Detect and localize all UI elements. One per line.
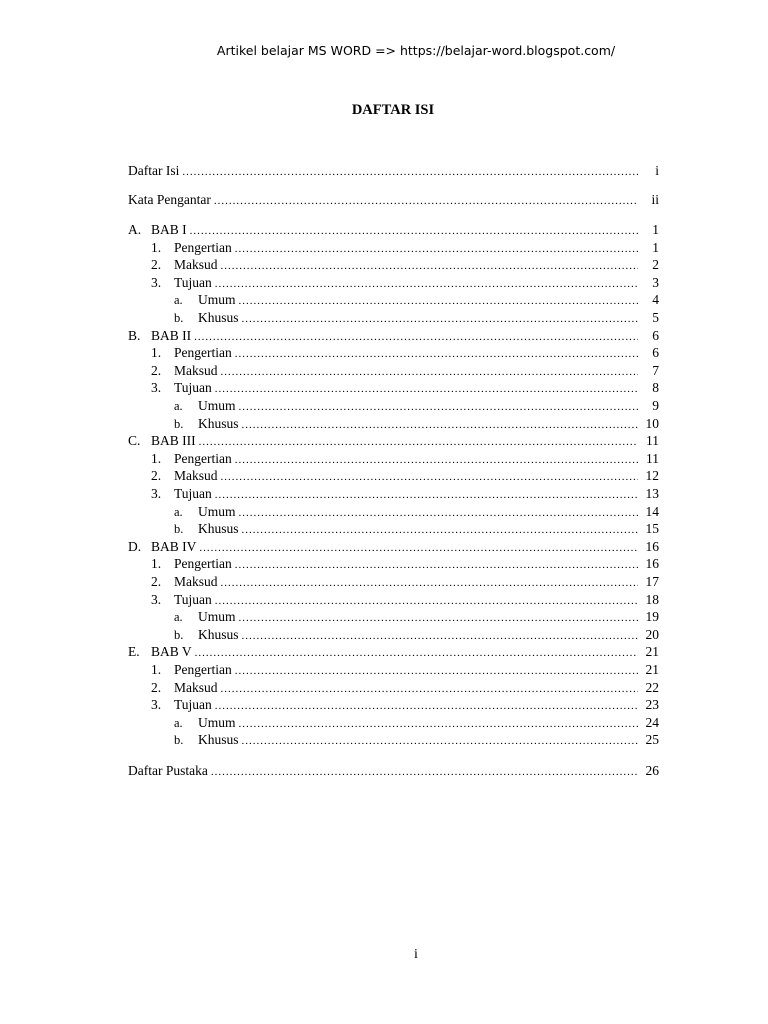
- toc-entry-number: A.: [128, 222, 142, 237]
- toc-entry-page: 6: [652, 327, 659, 343]
- toc-entry[interactable]: [151, 696, 659, 714]
- toc-entry-label: Maksud: [174, 257, 218, 273]
- toc-leader-dots: [239, 609, 638, 627]
- toc-entry-number: 2.: [151, 362, 162, 378]
- toc-leader-dots: [221, 574, 639, 592]
- toc-entry-label: Maksud: [174, 574, 218, 589]
- toc-entry[interactable]: [151, 362, 659, 380]
- toc-entry-number: 1.: [151, 662, 162, 677]
- toc-leader-dots: [235, 240, 638, 258]
- toc-entry-page: 26: [645, 763, 659, 778]
- toc-entry-label: Tujuan: [174, 274, 212, 290]
- toc-leader-dots: [194, 328, 638, 346]
- toc-entry-label: BAB IV: [151, 538, 197, 554]
- toc-entry-page: 20: [645, 626, 659, 642]
- toc-leader-dots: [214, 192, 638, 210]
- toc-entry-label: Maksud: [174, 679, 218, 695]
- toc-entry[interactable]: [128, 327, 659, 345]
- toc-entry[interactable]: [128, 191, 659, 209]
- toc-entry-number: C.: [128, 433, 141, 449]
- toc-entry-label: Umum: [198, 609, 236, 625]
- toc-entry-label: Pengertian: [174, 662, 232, 677]
- toc-leader-dots: [242, 732, 638, 750]
- toc-entry-number: 2.: [151, 679, 162, 695]
- toc-leader-dots: [215, 592, 638, 610]
- toc-entry-label: Umum: [198, 714, 236, 730]
- toc-entry-label: Pengertian: [174, 345, 232, 361]
- toc-leader-dots: [221, 363, 639, 381]
- toc-entry-number: 3.: [151, 697, 162, 713]
- toc-entry-number: 2.: [151, 574, 162, 589]
- toc-leader-dots: [211, 763, 638, 781]
- toc-entry-page: 15: [645, 521, 659, 537]
- toc-entry[interactable]: [151, 450, 659, 468]
- toc-entry-label: BAB I: [151, 222, 187, 237]
- toc-entry[interactable]: [128, 762, 659, 780]
- toc-entry-page: 18: [645, 591, 659, 607]
- toc-leader-dots: [242, 521, 638, 539]
- toc-entry-number: 1.: [151, 239, 162, 255]
- toc-leader-dots: [190, 222, 638, 240]
- toc-entry-number: B.: [128, 327, 141, 343]
- toc-entry-label: BAB III: [151, 433, 196, 449]
- toc-entry[interactable]: [128, 221, 659, 239]
- toc-entry[interactable]: [151, 274, 659, 292]
- toc-entry[interactable]: [151, 344, 659, 362]
- toc-entry[interactable]: [151, 467, 659, 485]
- toc-leader-dots: [239, 292, 638, 310]
- toc-entry-page: 7: [652, 362, 659, 378]
- toc-leader-dots: [235, 345, 638, 363]
- toc-leader-dots: [242, 416, 638, 434]
- toc-leader-dots: [242, 310, 638, 328]
- toc-entry[interactable]: [151, 239, 659, 257]
- toc-entry[interactable]: [174, 731, 659, 749]
- toc-entry-label: BAB II: [151, 327, 192, 343]
- toc-entry-label: Pengertian: [174, 239, 232, 255]
- toc-entry-label: Pengertian: [174, 450, 232, 466]
- page-header: Artikel belajar MS WORD => https://belajar-word.blogspot.com/: [216, 43, 616, 58]
- toc-entry-page: 9: [652, 398, 659, 413]
- toc-entry[interactable]: [174, 309, 659, 327]
- toc-entry-number: 3.: [151, 274, 162, 290]
- toc-entry-number: a.: [174, 715, 183, 730]
- toc-leader-dots: [239, 715, 638, 733]
- toc-leader-dots: [215, 275, 638, 293]
- toc-leader-dots: [195, 644, 638, 662]
- toc-entry-number: E.: [128, 644, 140, 660]
- toc-entry[interactable]: [174, 608, 659, 626]
- toc-entry-label: Umum: [198, 398, 236, 413]
- toc-leader-dots: [235, 451, 638, 469]
- toc-entry-page: 17: [645, 574, 659, 589]
- toc-entry-label: Daftar Isi: [128, 163, 180, 178]
- toc-entry-number: 3.: [151, 486, 162, 501]
- toc-entry[interactable]: [151, 661, 659, 679]
- toc-entry[interactable]: [151, 256, 659, 274]
- toc-entry-label: Maksud: [174, 468, 218, 484]
- toc-entry-label: Khusus: [198, 626, 239, 642]
- toc-entry-page: 21: [645, 662, 659, 677]
- toc-entry-label: Tujuan: [174, 697, 212, 713]
- toc-entry-label: Khusus: [198, 521, 239, 537]
- toc-leader-dots: [221, 257, 639, 275]
- toc-entry[interactable]: [128, 643, 659, 661]
- toc-entry-number: b.: [174, 522, 184, 537]
- toc-entry-page: 24: [645, 714, 659, 730]
- toc-entry[interactable]: [151, 679, 659, 697]
- toc-leader-dots: [235, 556, 638, 574]
- toc-entry-label: Pengertian: [174, 556, 232, 572]
- toc-entry[interactable]: [174, 520, 659, 538]
- toc-entry-label: Tujuan: [174, 380, 212, 396]
- toc-entry-page: 14: [645, 503, 659, 519]
- toc-entry-label: Khusus: [198, 310, 239, 325]
- toc-entry-number: a.: [174, 293, 183, 308]
- toc-entry-page: 3: [652, 274, 659, 290]
- toc-entry-page: 21: [645, 644, 659, 660]
- toc-entry-number: 3.: [151, 380, 162, 396]
- toc-entry-number: b.: [174, 627, 184, 642]
- toc-entry[interactable]: [174, 415, 659, 433]
- toc-entry[interactable]: [174, 291, 659, 309]
- toc-entry-label: Tujuan: [174, 486, 212, 501]
- toc-leader-dots: [215, 380, 638, 398]
- toc-entry[interactable]: [174, 714, 659, 732]
- toc-leader-dots: [221, 468, 639, 486]
- toc-entry[interactable]: [151, 591, 659, 609]
- toc-entry-page: 22: [645, 679, 659, 695]
- toc-entry-page: 25: [645, 732, 659, 748]
- toc-leader-dots: [235, 662, 638, 680]
- toc-entry[interactable]: [174, 397, 659, 415]
- toc-entry-number: b.: [174, 416, 184, 431]
- toc-entry-label: Khusus: [198, 415, 239, 431]
- toc-entry[interactable]: [174, 503, 659, 521]
- toc-entry-number: a.: [174, 610, 183, 625]
- toc-entry[interactable]: [174, 626, 659, 644]
- toc-entry-page: 23: [645, 697, 659, 713]
- toc-entry-page: 1: [652, 239, 659, 255]
- toc-leader-dots: [239, 398, 638, 416]
- toc-entry-number: 2.: [151, 257, 162, 273]
- toc-entry-page: 6: [652, 345, 659, 361]
- toc-entry-page: 19: [645, 609, 659, 625]
- toc-entry-number: 1.: [151, 556, 162, 572]
- toc-entry-number: 1.: [151, 450, 162, 466]
- toc-entry[interactable]: [151, 555, 659, 573]
- toc-leader-dots: [199, 539, 638, 557]
- toc-entry-page: 11: [646, 450, 659, 466]
- toc-entry-number: D.: [128, 538, 142, 554]
- toc-entry-page: 16: [645, 538, 659, 554]
- toc-leader-dots: [199, 433, 638, 451]
- toc-entry-page: 8: [652, 380, 659, 396]
- toc-entry-label: Umum: [198, 503, 236, 519]
- toc-entry-page: 11: [646, 433, 659, 449]
- toc-entry-number: a.: [174, 504, 183, 519]
- toc-entry[interactable]: [128, 162, 659, 180]
- toc-entry-label: Maksud: [174, 362, 218, 378]
- toc-entry-page: 5: [652, 310, 659, 325]
- toc-entry-number: b.: [174, 733, 184, 748]
- toc-entry-label: Kata Pengantar: [128, 192, 211, 207]
- toc-leader-dots: [182, 163, 638, 181]
- toc-entry-label: Khusus: [198, 732, 239, 748]
- toc-entry[interactable]: [151, 573, 659, 591]
- toc-entry-page: 10: [645, 415, 659, 431]
- toc-leader-dots: [242, 627, 638, 645]
- page-number: i: [414, 947, 418, 962]
- toc-entry-page: ii: [651, 192, 659, 207]
- toc-entry-number: a.: [174, 399, 183, 413]
- toc-entry-number: 3.: [151, 591, 162, 607]
- toc-entry[interactable]: [151, 485, 659, 503]
- toc-leader-dots: [221, 680, 639, 698]
- toc-entry-page: 4: [652, 292, 659, 308]
- toc-entry-page: i: [655, 163, 659, 178]
- toc-entry[interactable]: [128, 538, 659, 556]
- toc-entry-label: Umum: [198, 292, 236, 308]
- toc-leader-dots: [215, 486, 638, 504]
- toc-entry[interactable]: [128, 432, 659, 450]
- toc-entry-label: Tujuan: [174, 591, 212, 607]
- toc-entry-page: 12: [645, 468, 659, 484]
- toc-entry-label: Daftar Pustaka: [128, 763, 208, 778]
- toc-title: DAFTAR ISI: [351, 102, 435, 118]
- toc-entry-number: 1.: [151, 345, 162, 361]
- toc-entry-number: 2.: [151, 468, 162, 484]
- toc-leader-dots: [239, 504, 638, 522]
- toc-entry-label: BAB V: [151, 644, 192, 660]
- toc-entry-page: 16: [645, 556, 659, 572]
- toc-entry-page: 2: [652, 257, 659, 273]
- toc-leader-dots: [215, 697, 638, 715]
- toc-entry[interactable]: [151, 379, 659, 397]
- toc-entry-page: 1: [652, 222, 659, 237]
- toc-entry-page: 13: [645, 486, 659, 501]
- toc-entry-number: b.: [174, 311, 184, 325]
